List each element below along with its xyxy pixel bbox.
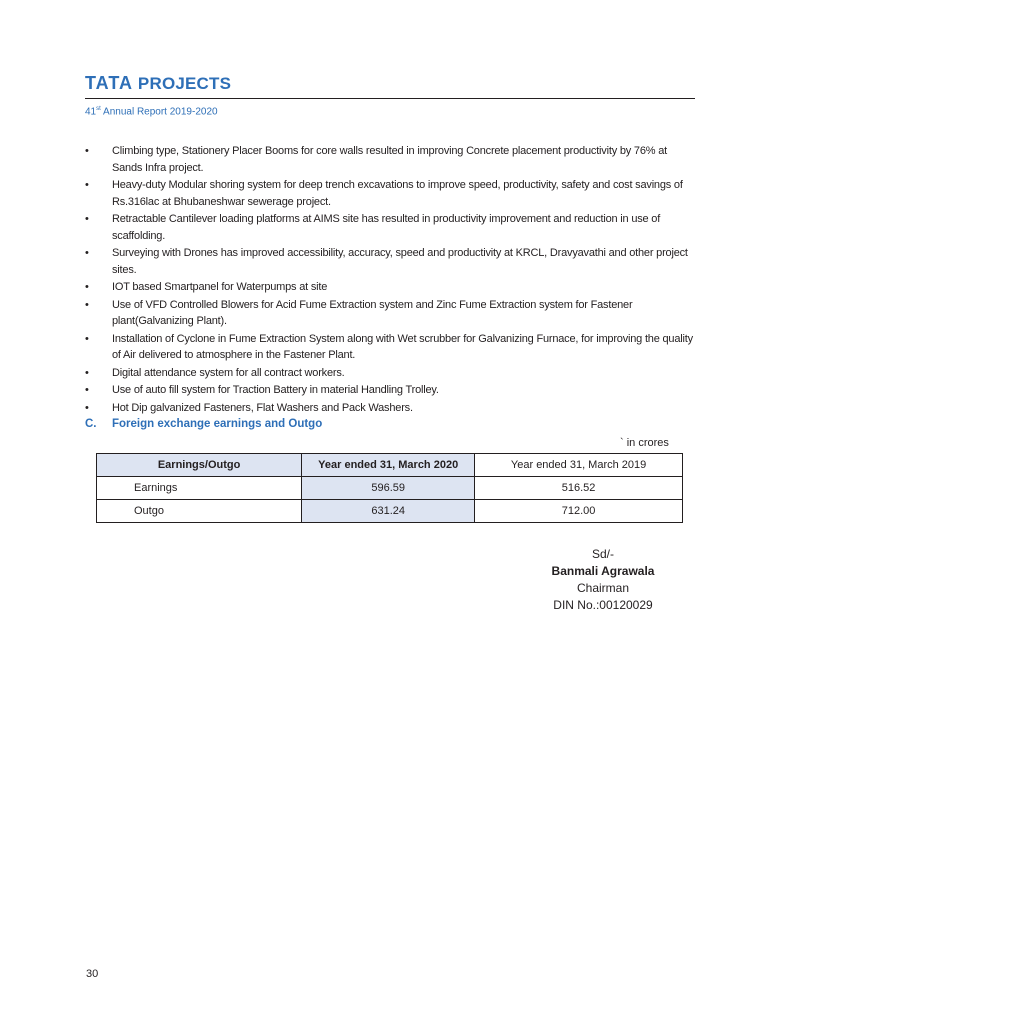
signature-block [503,546,703,614]
signature-mark: Sd/- [591,547,614,561]
header-divider [85,98,695,99]
list-item [85,400,695,417]
list-item-text: Hot Dip galvanized Fasteners, Flat Washers and Pack Washers. [112,401,413,414]
list-item [85,331,695,364]
table-cell: 596.59 [302,477,475,500]
page-number: 30 [86,968,99,980]
table-cell: 516.52 [475,477,683,500]
bullet-marker: • [85,298,89,311]
bullet-marker: • [85,366,89,379]
table-cell: Earnings [97,477,302,500]
report-title [85,106,218,117]
table-header-cell: Year ended 31, March 2019 [475,454,683,477]
table-header-row [97,454,683,477]
list-item [85,211,695,244]
table-cell: Outgo [97,500,302,523]
bullet-marker: • [85,213,89,225]
list-item-text: Digital attendance system for all contract workers. [112,366,345,379]
signatory-din: DIN No.:00120029 [553,598,653,612]
report-ordinal: st [96,106,101,112]
report-number: 41 [85,106,97,118]
list-item-text: Surveying with Drones has improved accessibility, accuracy, speed and productivity at KRCL, Dravyavathi and other project sites. [112,247,688,276]
list-item [85,365,695,382]
section-heading [85,418,322,430]
signatory-title: Chairman [576,581,630,595]
list-item-text: Climbing type, Stationery Placer Booms for core walls resulted in improving Concrete placement productivity by 76% at Sands Infra project. [112,145,667,174]
list-item-text: Use of auto fill system for Traction Battery in material Handling Trolley. [112,384,439,396]
section-title: Foreign exchange earnings and Outgo [112,418,323,430]
bullet-list [85,143,695,417]
bullet-marker: • [85,145,89,157]
bullet-marker: • [85,401,89,414]
table-header-cell: Year ended 31, March 2020 [302,454,475,477]
table-cell: 712.00 [475,500,683,523]
list-item [85,382,695,399]
unit-note: ` in crores [620,437,669,449]
forex-table [96,453,683,523]
table-row [97,500,683,523]
table-cell: 631.24 [302,500,475,523]
list-item [85,143,695,176]
signatory-name: Banmali Agrawala [551,564,655,578]
bullet-marker: • [85,384,89,396]
bullet-marker: • [85,247,89,259]
list-item-text: IOT based Smartpanel for Waterpumps at site [112,281,328,293]
logo-subtext: PROJECTS [137,74,232,93]
bullet-marker: • [85,332,89,345]
list-item-text: Retractable Cantilever loading platforms at AIMS site has resulted in productivity improvement and reduction in use of scaffolding. [112,213,661,242]
section-letter: C. [85,418,97,430]
company-logo [85,73,231,94]
list-item [85,279,695,296]
bullet-marker: • [85,179,89,191]
table-header-cell: Earnings/Outgo [97,454,302,477]
table-row [97,477,683,500]
list-item-text: Heavy-duty Modular shoring system for deep trench excavations to improve speed, productivity, safety and cost savings of Rs.316lac at Bhubaneshwar sewerage project. [112,179,683,208]
logo-wordmark: TATA [85,73,133,93]
list-item [85,177,695,210]
list-item [85,297,695,330]
list-item [85,245,695,278]
report-name: Annual Report 2019-2020 [103,106,218,118]
list-item-text: Installation of Cyclone in Fume Extraction System along with Wet scrubber for Galvanizing Furnace, for improving the quality of Air delivered to atmosphere in the Fastener Plant. [112,332,693,361]
list-item-text: Use of VFD Controlled Blowers for Acid Fume Extraction system and Zinc Fume Extraction system for Fastener plant(Galvanizing Plant). [112,298,633,327]
bullet-marker: • [85,281,89,293]
